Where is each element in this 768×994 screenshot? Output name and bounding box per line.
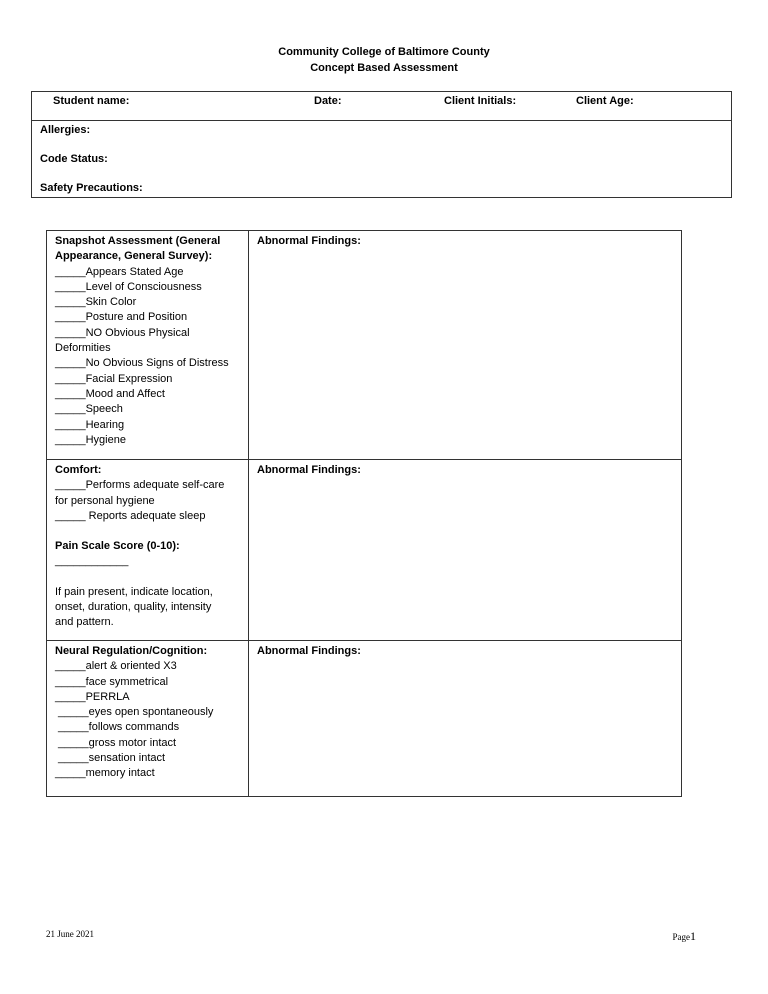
date-label: Date: — [314, 95, 342, 107]
pain-scale-label: Pain Scale Score (0-10): — [55, 540, 180, 553]
neural-checklist — [47, 641, 249, 796]
checklist-item: _____follows commands — [55, 721, 180, 734]
pain-note: and pattern. — [55, 616, 114, 629]
checklist-item: _____PERRLA — [55, 690, 130, 703]
abnormal-findings-label: Abnormal Findings: — [257, 235, 361, 247]
checklist-item: Deformities — [55, 342, 111, 355]
client-info-table — [31, 91, 732, 198]
section-title: Snapshot Assessment (General — [55, 235, 221, 247]
abnormal-findings-label: Abnormal Findings: — [257, 464, 361, 476]
safety-precautions-label: Safety Precautions: — [40, 182, 143, 194]
checklist-item: _____alert & oriented X3 — [55, 660, 177, 673]
document-title: Concept Based Assessment — [310, 62, 458, 74]
checklist-item: _____Performs adequate self-care — [55, 479, 225, 492]
checklist-item: _____Hygiene — [55, 433, 126, 446]
checklist-item: _____memory intact — [55, 767, 155, 780]
pain-note: onset, duration, quality, intensity — [55, 601, 212, 614]
abnormal-findings-label: Abnormal Findings: — [257, 645, 361, 657]
code-status-label: Code Status: — [40, 153, 108, 165]
checklist-item: _____ Reports adequate sleep — [55, 509, 206, 522]
comfort-row — [47, 460, 681, 641]
client-initials-label: Client Initials: — [444, 95, 517, 107]
checklist-item: _____Mood and Affect — [55, 387, 165, 400]
checklist-item: _____NO Obvious Physical — [55, 326, 190, 339]
checklist-item: _____sensation intact — [55, 752, 166, 765]
allergies-label: Allergies: — [40, 124, 91, 136]
checklist-item: for personal hygiene — [55, 494, 155, 507]
student-name-label: Student name: — [53, 95, 130, 107]
checklist-item: _____Level of Consciousness — [55, 280, 202, 293]
pain-note: If pain present, indicate location, — [55, 585, 213, 598]
snapshot-assessment-row — [47, 231, 681, 460]
neural-regulation-row — [47, 641, 681, 796]
checklist-item: _____Speech — [55, 403, 123, 416]
client-age-label: Client Age: — [576, 95, 634, 107]
comfort-checklist — [47, 460, 249, 640]
client-info-row — [32, 92, 731, 121]
checklist-item: _____No Obvious Signs of Distress — [55, 357, 229, 370]
section-title: Comfort: — [55, 464, 102, 476]
checklist-item: _____face symmetrical — [55, 675, 169, 688]
checklist-item: _____eyes open spontaneously — [55, 706, 214, 719]
institution-name: Community College of Baltimore County — [278, 46, 490, 58]
section-title: Appearance, General Survey): — [55, 250, 213, 263]
page-number-value: 1 — [690, 929, 696, 943]
checklist-item: _____Skin Color — [55, 296, 137, 309]
checklist-item: _____gross motor intact — [55, 736, 177, 749]
checklist-item: _____Hearing — [55, 418, 125, 431]
pain-scale-blank: ____________ — [55, 555, 129, 568]
checklist-item: _____Appears Stated Age — [55, 265, 184, 278]
checklist-item: _____Facial Expression — [55, 372, 173, 385]
checklist-item: _____Posture and Position — [55, 311, 188, 324]
page-label: Page — [672, 932, 690, 942]
assessment-table — [46, 230, 682, 797]
section-title: Neural Regulation/Cognition: — [55, 645, 208, 657]
page-number — [673, 929, 697, 944]
footer-date: 21 June 2021 — [46, 929, 94, 939]
snapshot-checklist — [47, 231, 249, 459]
